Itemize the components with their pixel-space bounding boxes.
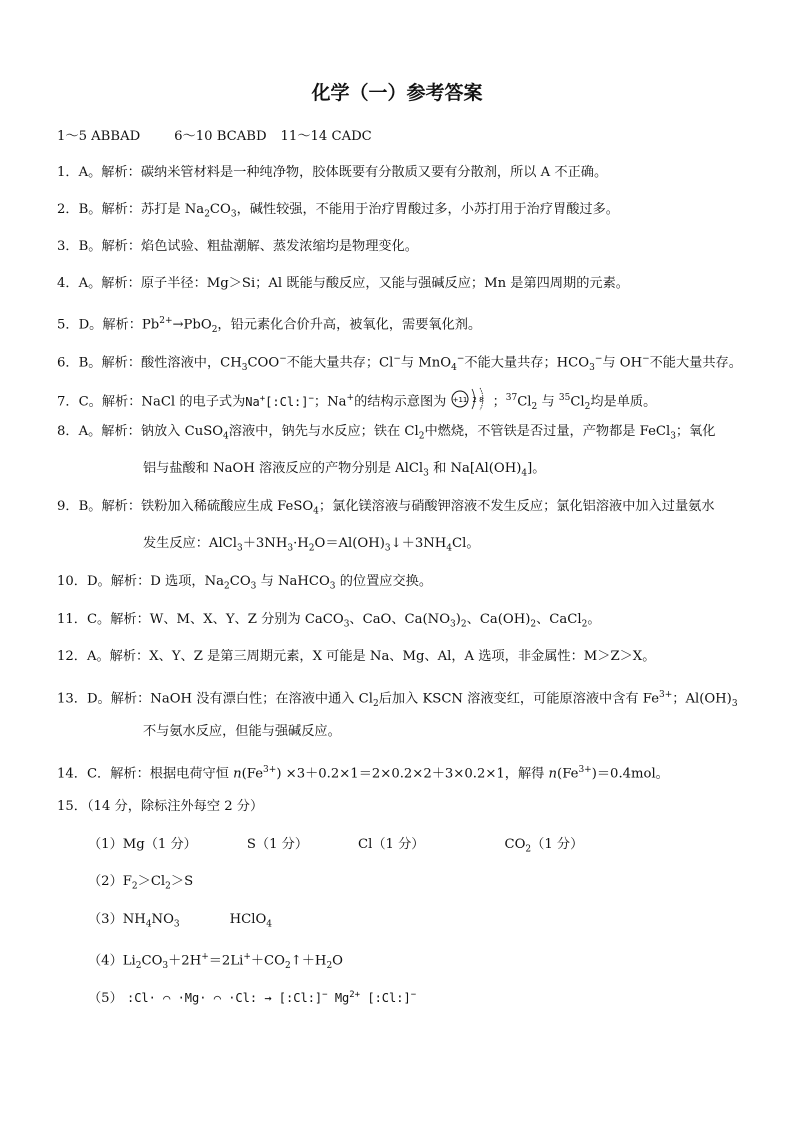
answer-summary xyxy=(57,128,372,146)
answer-3: 3．B。解析：焰色试验、粗盐潮解、蒸发浓缩均是物理变化。 xyxy=(57,239,418,254)
answer-13-cont: 不与氨水反应，但能与强碱反应。 xyxy=(143,724,341,739)
answer-6: 6．B。解析：酸性溶液中，$CH_3COO^-$不能大量共存；Cl−与 MnO$_4$−不能大量共存；$HCO_3^-$与 OH−不能大量共存。 xyxy=(57,354,742,374)
answer-11: 11．C。解析：W、M、X、Y、Z 分别为 CaCO$_3$、CaO、$Ca(NO_3)_2$、$Ca(OH)_2$、CaCl$_2$。 xyxy=(57,612,601,630)
answer-12: 12．A。解析：X、Y、Z 是第三周期元素，X 可能是 Na、Mg、Al，A 选项，非金属性：M＞Z＞X。 xyxy=(57,649,656,664)
answer-4: 4．A。解析：原子半径：Mg＞Si；Al 既能与酸反应，又能与强碱反应；Mn 是第四周期的元素。 xyxy=(57,276,629,291)
answer-9-cont: 发生反应：$AlCl_3+3NH_3\cdot H_2O=Al(OH)_3↓+3NH_4Cl$。 xyxy=(143,536,480,554)
answer-8-cont: 铝与盐酸和 NaOH 溶液反应的产物分别是 AlCl$_3$ 和 $Na[Al(OH)_4]$。 xyxy=(143,461,546,479)
shell-electrons: 2 8 xyxy=(472,396,484,404)
answer-14: 14．C．解析：根据电荷守恒 $n(Fe^{3+}) \times 3+0.2\times 1=2\times 0.2\times 2+3\times 0.2\times 1$，解得 $n(Fe^{3+})=0.4mol$。 xyxy=(57,765,669,782)
page-title: 化学（一）参考答案 xyxy=(311,82,483,104)
summary-6-10: 6～10 BCABD xyxy=(174,129,267,144)
answer-9: 9．B。解析：铁粉加入稀硫酸应生成 FeSO$_4$；氯化镁溶液与硝酸钾溶液不发生反应；氯化铝溶液中加入过量氨水 xyxy=(57,499,715,517)
answer-1: 1．A。解析：碳纳米管材料是一种纯净物，胶体既要有分散质又要有分散剂，所以 A 不正确。 xyxy=(57,165,608,180)
answer-15-part1: （1）Mg（1 分） S（1 分） Cl（1 分） $CO_2(1$ 分） xyxy=(88,837,584,855)
mgcl2-formation-electron-formula: :Cl· ⌒ ·Mg· ⌒ ·Cl: → [:Cl:]− $Mg^{2+}$ [:Cl:]− xyxy=(126,990,417,1005)
electron-transfer-arrow-left: ⌒ xyxy=(163,991,171,1005)
answer-8: 8．A。解析：钠放入 CuSO$_4$溶液中，钠先与水反应；铁在 $Cl_2$中燃烧，不管铁是否过量，产物都是 FeCl$_3$；氧化 xyxy=(57,424,716,442)
answer-15-part3: $(3)NH_4NO_3$ HClO$_4$ xyxy=(88,912,272,930)
answer-10: 10．D。解析：D 选项，$Na_2CO_3$ 与 NaHCO$_3$ 的位置应交换。 xyxy=(57,574,433,592)
answer-15-part5: （5） :Cl· ⌒ ·Mg· ⌒ ·Cl: → [:Cl:]− $Mg^{2+}$ [:Cl:]− xyxy=(88,990,417,1006)
answer-15-part2: $(2)F_2>Cl_2>S$ xyxy=(88,874,194,892)
answer-2: 2．B。解析：苏打是 $Na_2CO_3$，碱性较强，不能用于治疗胃酸过多，小苏打用于治疗胃酸过多。 xyxy=(57,202,619,220)
na-ion-structure-diagram xyxy=(451,386,493,418)
answer-15-head: 15．（14 分，除标注外每空 2 分） xyxy=(57,799,264,814)
electron-transfer-arrow-right: ⌒ xyxy=(213,991,221,1005)
answer-7: 7．C。解析：NaCl 的电子式为Na+[:Cl:]−；Na+的结构示意图为 +11 2 8 ；$^{37}Cl_2$ 与 $^{35}Cl_2$均是单质。 xyxy=(57,386,656,418)
answer-5: 5．D。解析：$Pb^{2+}\to PbO_2$，铅元素化合价升高，被氧化，需要氧化剂。 xyxy=(57,316,482,336)
nucleus-label: +11 xyxy=(452,396,467,404)
nacl-electron-formula: Na+[:Cl:]− xyxy=(245,393,314,409)
answer-15-part4: $(4)Li_2CO_3+2H^+=2Li^++CO_2↑+H_2O$ xyxy=(88,952,343,972)
summary-11-14: 11～14 CADC xyxy=(280,129,372,144)
summary-1-5: 1～5 ABBAD xyxy=(57,129,141,144)
answer-13: 13．D。解析：NaOH 没有漂白性；在溶液中通入 $Cl_2$后加入 KSCN 溶液变红，可能原溶液中含有 $Fe^{3+}$；$Al(OH)_3$ xyxy=(57,690,738,710)
